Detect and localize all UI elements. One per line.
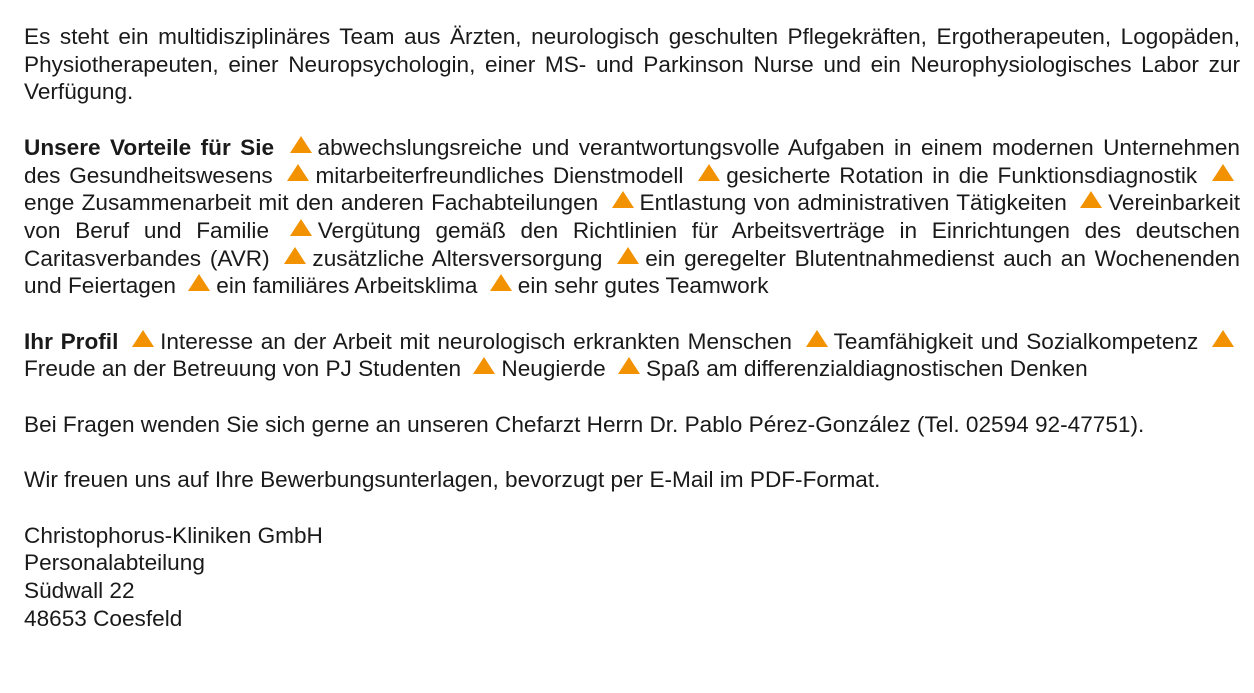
triangle-bullet-icon	[617, 247, 639, 264]
profile-heading: Ihr Profil	[24, 328, 119, 354]
benefit-item: zusätzliche Altersversorgung	[312, 245, 603, 271]
benefit-item: Entlastung von administrativen Tätigkeiten	[639, 190, 1067, 216]
intro-paragraph: Es steht ein multidisziplinäres Team aus Ärzten, neurologisch geschulten Pflegekräften, Ergotherapeuten, Logopäden, Physiotherapeuten, einer Neuropsychologin, einer MS- und Parkinson Nurse und ein Neurophysiologisches Labor zur Verfügung.	[24, 24, 1240, 105]
triangle-bullet-icon	[1212, 164, 1234, 181]
profile-item: Neugierde	[501, 356, 606, 382]
triangle-bullet-icon	[490, 274, 512, 291]
triangle-bullet-icon	[473, 357, 495, 374]
profile-item: Spaß am differenzialdiagnostischen Denken	[645, 356, 1088, 382]
profile-item: Freude an der Betreuung von PJ Studenten	[24, 356, 462, 382]
benefit-item: ein sehr gutes Teamwork	[517, 273, 769, 299]
address-department: Personalabteilung	[24, 550, 205, 576]
benefit-item: gesicherte Rotation in die Funktionsdiagnostik	[726, 162, 1198, 188]
benefit-item: Vergütung gemäß den Richtlinien für Arbeitsverträge in Einrichtungen des deutschen Caritasverbandes (AVR)	[24, 217, 1241, 271]
address-city: 48653 Coesfeld	[24, 605, 183, 631]
benefits-heading: Unsere Vorteile für Sie	[24, 134, 275, 160]
address-company: Christophorus-Kliniken GmbH	[24, 522, 323, 548]
triangle-bullet-icon	[1080, 191, 1102, 208]
triangle-bullet-icon	[132, 330, 154, 347]
triangle-bullet-icon	[612, 191, 634, 208]
benefit-item: abwechslungsreiche und verantwortungsvolle Aufgaben in einem modernen Unternehmen des Gesundheitswesens	[24, 134, 1240, 188]
triangle-bullet-icon	[618, 357, 640, 374]
triangle-bullet-icon	[1212, 330, 1234, 347]
benefit-item: mitarbeiterfreundliches Dienstmodell	[315, 162, 684, 188]
triangle-bullet-icon	[287, 164, 309, 181]
address-street: Südwall 22	[24, 577, 135, 603]
application-paragraph: Wir freuen uns auf Ihre Bewerbungsunterlagen, bevorzugt per E-Mail im PDF-Format.	[24, 467, 881, 493]
triangle-bullet-icon	[188, 274, 210, 291]
contact-paragraph: Bei Fragen wenden Sie sich gerne an unseren Chefarzt Herrn Dr. Pablo Pérez-González (Tel. 02594 92-47751).	[24, 411, 1145, 437]
triangle-bullet-icon	[284, 247, 306, 264]
benefits-paragraph	[24, 134, 1240, 300]
address-block	[24, 522, 1240, 633]
profile-item: Teamfähigkeit und Sozialkompetenz	[833, 328, 1199, 354]
profile-item: Interesse an der Arbeit mit neurologisch erkrankten Menschen	[160, 328, 792, 354]
benefit-item: ein geregelter Blutentnahmedienst auch an Wochenenden und Feiertagen	[24, 245, 1240, 299]
benefit-item: enge Zusammenarbeit mit den anderen Fachabteilungen	[24, 190, 599, 216]
benefit-item: ein familiäres Arbeitsklima	[216, 273, 478, 299]
job-posting-document	[24, 23, 1240, 632]
triangle-bullet-icon	[698, 164, 720, 181]
triangle-bullet-icon	[290, 219, 312, 236]
triangle-bullet-icon	[290, 136, 312, 153]
triangle-bullet-icon	[806, 330, 828, 347]
profile-paragraph	[24, 328, 1240, 383]
benefit-item: Vereinbarkeit von Beruf und Familie	[24, 190, 1240, 243]
